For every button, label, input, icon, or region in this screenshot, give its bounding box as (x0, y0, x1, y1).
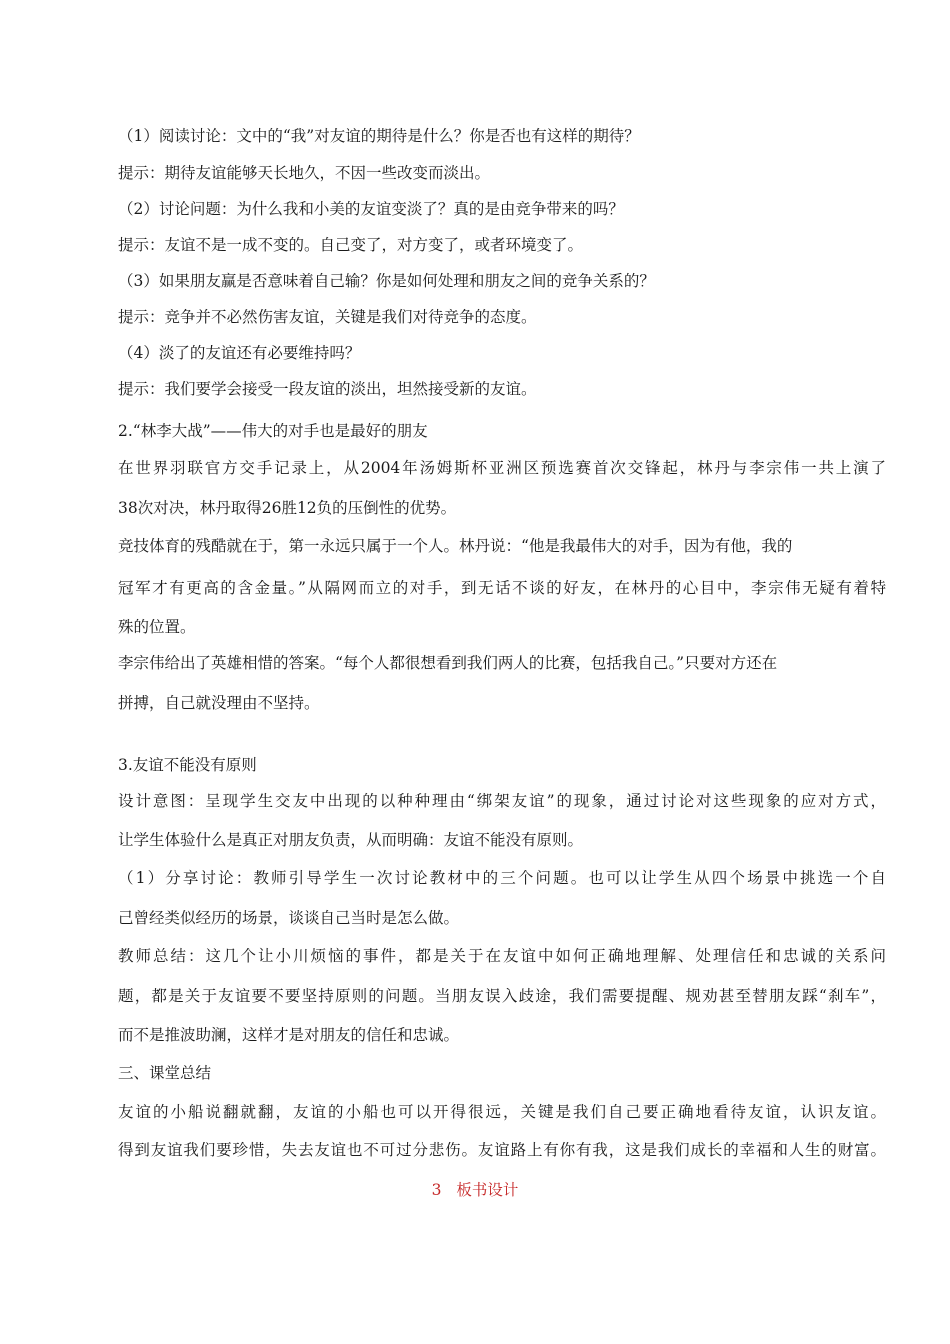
discussion-question-1: （1）阅读讨论：文中的“我”对友谊的期待是什么？你是否也有这样的期待？ (118, 127, 640, 145)
section-2-paragraph-1-line-2: 38次对决，林丹取得26胜12负的压倒性的优势。 (118, 499, 457, 517)
section-2-paragraph-3-line-2: 拼搏，自己就没理由不坚持。 (118, 694, 320, 712)
section-2-paragraph-2-line-1: 竞技体育的残酷就在于，第一永远只属于一个人。林丹说：“他是我最伟大的对手，因为有他，我的 (118, 537, 793, 555)
section-3-summary-line-3: 而不是推波助澜，这样才是对朋友的信任和忠诚。 (118, 1026, 460, 1044)
discussion-hint-1: 提示：期待友谊能够天长地久，不因一些改变而淡出。 (118, 164, 491, 182)
section-2-paragraph-2-line-3: 殊的位置。 (118, 618, 196, 636)
section-2-paragraph-1-line-1: 在世界羽联官方交手记录上，从2004年汤姆斯杯亚洲区预选赛首次交锋起，林丹与李宗伟一共上演了 (118, 459, 886, 477)
section-3-share-line-2: 己曾经类似经历的场景，谈谈自己当时是怎么做。 (118, 909, 460, 927)
discussion-hint-4: 提示：我们要学会接受一段友谊的淡出，坦然接受新的友谊。 (118, 380, 537, 398)
board-design-title: 板书设计 (456, 1181, 519, 1199)
discussion-question-4: （4）淡了的友谊还有必要维持吗？ (118, 344, 361, 362)
conclusion-heading: 三、课堂总结 (118, 1064, 212, 1082)
section-3-intent-line-2: 让学生体验什么是真正对朋友负责，从而明确：友谊不能没有原则。 (118, 831, 584, 849)
conclusion-paragraph-line-1: 友谊的小船说翻就翻，友谊的小船也可以开得很远，关键是我们自己要正确地看待友谊，认识友谊。 (118, 1103, 886, 1121)
section-3-heading: 3.友谊不能没有原则 (118, 756, 257, 774)
section-3-intent-line-1: 设计意图：呈现学生交友中出现的以种种理由“绑架友谊”的现象，通过讨论对这些现象的应对方式， (118, 792, 886, 810)
board-design-number: 3 (431, 1181, 442, 1199)
board-design-heading (0, 1180, 950, 1200)
section-2-paragraph-3-line-1: 李宗伟给出了英雄相惜的答案。“每个人都很想看到我们两人的比赛，包括我自己。”只要对方还在 (118, 654, 778, 672)
conclusion-paragraph-line-2: 得到友谊我们要珍惜，失去友谊也不可过分悲伤。友谊路上有你有我，这是我们成长的幸福和人生的财富。 (118, 1141, 886, 1159)
section-2-heading: 2.“林李大战”——伟大的对手也是最好的朋友 (118, 422, 428, 440)
discussion-question-3: （3）如果朋友赢是否意味着自己输？你是如何处理和朋友之间的竞争关系的？ (118, 272, 655, 290)
discussion-hint-2: 提示：友谊不是一成不变的。自己变了，对方变了，或者环境变了。 (118, 236, 584, 254)
section-3-share-line-1: （1）分享讨论：教师引导学生一次讨论教材中的三个问题。也可以让学生从四个场景中挑选一个自 (118, 869, 886, 887)
section-3-summary-line-2: 题，都是关于友谊要不要坚持原则的问题。当朋友误入歧途，我们需要提醒、规劝甚至替朋友踩“刹车”， (118, 987, 886, 1005)
discussion-hint-3: 提示：竞争并不必然伤害友谊，关键是我们对待竞争的态度。 (118, 308, 537, 326)
section-3-summary-line-1: 教师总结：这几个让小川烦恼的事件，都是关于在友谊中如何正确地理解、处理信任和忠诚的关系问 (118, 947, 886, 965)
discussion-question-2: （2）讨论问题：为什么我和小美的友谊变淡了？真的是由竞争带来的吗？ (118, 200, 624, 218)
section-2-paragraph-2-line-2: 冠军才有更高的含金量。”从隔网而立的对手，到无话不谈的好友，在林丹的心目中，李宗伟无疑有着特 (118, 579, 886, 597)
